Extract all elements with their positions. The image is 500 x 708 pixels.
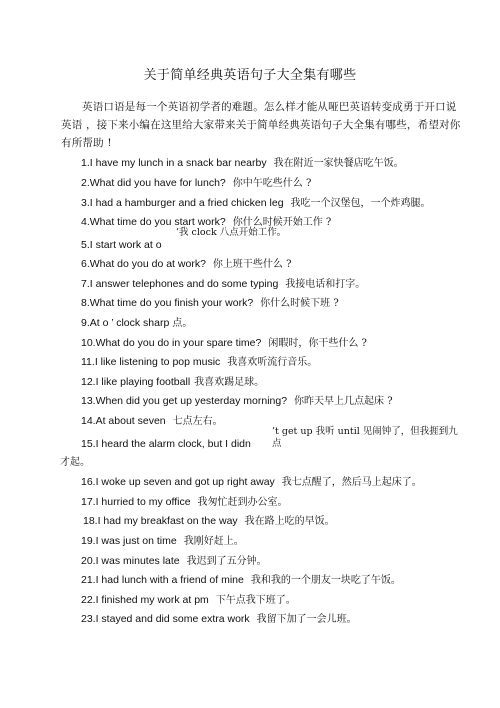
sentence-item	[81, 612, 357, 627]
sentence-chinese: 我吃一个汉堡包，一个炸鸡腿。	[290, 198, 431, 209]
sentence-chinese: 我刚好赶上。	[183, 536, 244, 547]
sentence-chinese: 七点左右。	[172, 416, 223, 427]
sentence-english: 21.I had lunch with a friend of mine	[81, 574, 244, 586]
sentence-english: 17.I hurried to my office	[81, 496, 191, 508]
sentence-chinese: 我接电话和打字。	[285, 279, 366, 290]
sentence-english: 8.What time do you finish your work?	[81, 297, 254, 309]
sentence-chinese: 我七点醒了，然后马上起床了。	[281, 477, 422, 488]
sentence-chinese: 我喜欢听流行音乐。	[227, 357, 318, 368]
sentence-english: 5.I start work at o	[81, 239, 162, 251]
sentence-item	[81, 475, 422, 490]
sentence-item	[81, 375, 264, 390]
intro-line: 英语 ，接下来小编在这里给大家带来关于简单经典英语句子大全集有哪些，希望对你	[61, 119, 461, 131]
sentence-item	[81, 257, 291, 272]
sentence-item	[81, 495, 288, 510]
sentence-continuation: ’我 clock 八点开始工作。	[176, 227, 287, 238]
sentence-item	[81, 554, 267, 569]
sentence-item	[81, 296, 339, 311]
sentence-chinese: 我和我的一个朋友一块吃了午饭。	[250, 575, 401, 586]
sentence-item	[81, 176, 311, 191]
sentence-continuation-line: 点	[272, 438, 282, 449]
document-title: 关于简单经典英语句子大全集有哪些	[143, 68, 357, 83]
sentence-wrap-text: 才起。	[60, 457, 90, 468]
sentence-english: 13.When did you get up yesterday morning?	[81, 395, 288, 407]
sentence-chinese: 我喜欢踢足球。	[194, 377, 265, 388]
sentence-item	[83, 514, 335, 529]
sentence-item	[81, 593, 296, 608]
sentence-english: 15.I heard the alarm clock, but I didn	[81, 438, 251, 450]
sentence-chinese: 下午点我下班了。	[215, 595, 296, 606]
sentence-chinese: 你什么时候开始工作 ?	[232, 217, 332, 228]
sentence-item	[81, 437, 258, 452]
sentence-item	[81, 238, 169, 253]
sentence-english: 12.I like playing football	[81, 376, 191, 388]
sentence-chinese: 我在路上吃的早饭。	[244, 516, 335, 527]
sentence-english: 20.I was minutes late	[81, 555, 180, 567]
sentence-english: 4.What time do you start work?	[81, 216, 226, 228]
sentence-english: 23.I stayed and did some extra work	[81, 613, 250, 625]
sentence-chinese: 你什么时候下班 ?	[260, 298, 339, 309]
sentence-english: 10.What do you do in your spare time?	[81, 337, 262, 349]
sentence-item	[81, 534, 244, 549]
sentence-item	[81, 336, 367, 351]
sentence-chinese: 你上班干些什么 ?	[212, 259, 292, 270]
sentence-chinese: 我在附近一家快餐店吃午饭。	[273, 158, 404, 169]
intro-paragraph	[61, 98, 461, 152]
sentence-chinese: 你中午吃些什么 ?	[232, 178, 312, 189]
intro-line: 有所帮助 !	[61, 137, 112, 149]
sentence-item	[81, 573, 401, 588]
sentence-chinese: 我留下加了一会儿班。	[256, 614, 357, 625]
sentence-english: 2.What did you have for lunch?	[81, 177, 226, 189]
sentence-item	[81, 316, 192, 331]
sentence-chinese: 闲暇时，你干些什么 ?	[268, 338, 367, 349]
sentence-item	[81, 414, 223, 429]
sentence-english: 3.I had a hamburger and a fried chicken leg	[81, 197, 284, 209]
sentence-english: 1.I have my lunch in a snack bar nearby	[81, 157, 267, 169]
sentence-chinese: 我迟到了五分钟。	[186, 556, 267, 567]
sentence-chinese: 点。	[172, 318, 193, 329]
sentence-chinese: 我匆忙赶到办公室。	[197, 497, 288, 508]
sentence-chinese: 你昨天早上几点起床 ?	[294, 396, 393, 407]
sentence-continuation	[272, 426, 458, 450]
sentence-english: 11.I like listening to pop music	[81, 356, 221, 368]
sentence-item	[81, 277, 365, 292]
sentence-item	[81, 156, 404, 171]
sentence-english: 16.I woke up seven and got up right away	[81, 476, 275, 488]
sentence-continuation-line: ’t get up 我听 until 见闹钟了，但我捱到九	[272, 426, 458, 437]
sentence-english: 9.At o ’ clock sharp	[81, 317, 170, 329]
sentence-item	[81, 394, 393, 409]
sentence-item	[81, 355, 317, 370]
sentence-english: 6.What do you do at work?	[81, 258, 206, 270]
sentence-english: 14.At about seven	[81, 415, 166, 427]
sentence-english: 22.I finished my work at pm	[81, 594, 209, 606]
sentence-english: 18.I had my breakfast on the way	[83, 515, 238, 527]
sentence-item	[81, 196, 431, 211]
sentence-english: 7.I answer telephones and do some typing	[81, 278, 279, 290]
intro-line: 英语口语是每一个英语初学者的难题。怎么样才能从哑巴英语转变成勇于开口说	[82, 101, 457, 113]
sentence-english: 19.I was just on time	[81, 535, 177, 547]
